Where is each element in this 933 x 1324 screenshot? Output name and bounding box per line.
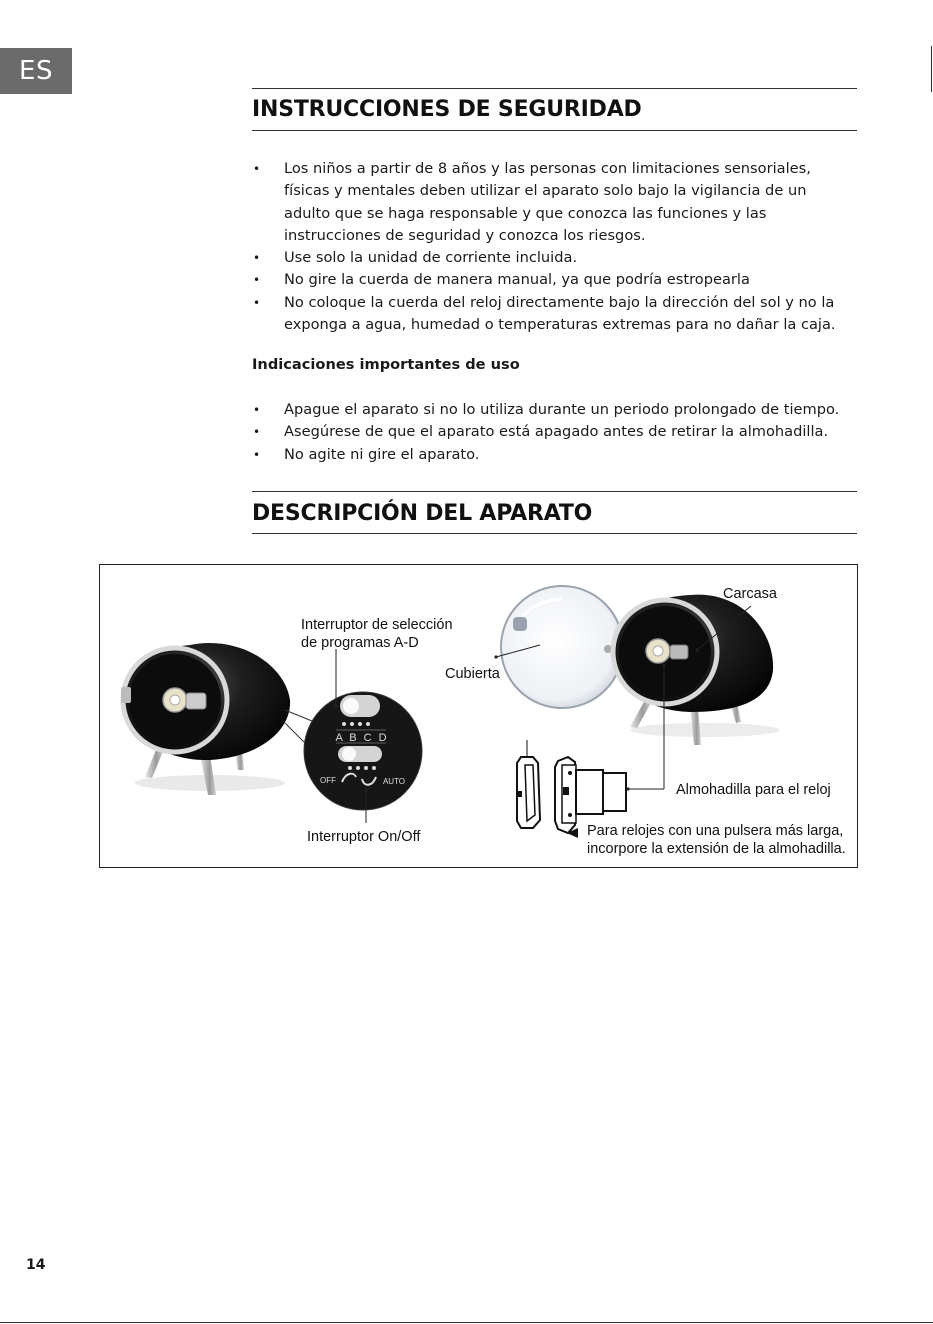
usage-bullet: • Asegúrese de que el aparato está apagado antes de retirar la almohadilla.	[252, 421, 857, 443]
panel-auto: AUTO	[382, 777, 406, 786]
control-panel-detail	[304, 692, 422, 810]
bottom-rule	[0, 1322, 933, 1323]
rule-top-section1	[252, 88, 857, 89]
section-title-safety: INSTRUCCIONES DE SEGURIDAD	[252, 97, 642, 122]
crop-mark	[931, 46, 932, 92]
usage-bullet-list	[252, 399, 857, 466]
pad-label: Almohadilla para el reloj	[676, 782, 831, 798]
right-watch-winner	[612, 595, 780, 745]
safety-bullet: • No coloque la cuerda del reloj directamente bajo la dirección del sol y no la exponga a agua, humedad o temperaturas extremas para no dañar la caja.	[252, 292, 857, 337]
extension-note: Para relojes con una pulsera más larga, incorpore la extensión de la almohadilla.	[587, 823, 846, 857]
device-figure	[99, 564, 858, 868]
section-title-description: DESCRIPCIÓN DEL APARATO	[252, 501, 593, 526]
usage-bullet: • No agite ni gire el aparato.	[252, 444, 857, 466]
usage-subheading: Indicaciones importantes de uso	[252, 356, 520, 373]
rule-top-section2	[252, 491, 857, 492]
panel-off: OFF	[320, 776, 336, 785]
safety-bullet: • No gire la cuerda de manera manual, ya que podría estropearla	[252, 269, 857, 291]
page-number: 14	[26, 1257, 46, 1273]
safety-bullet-list	[252, 158, 857, 336]
housing-label: Carcasa	[723, 586, 777, 602]
cover-label: Cubierta	[445, 666, 500, 682]
usage-bullet: • Apague el aparato si no lo utiliza durante un periodo prolongado de tiempo.	[252, 399, 857, 421]
rule-bottom-section2	[252, 533, 857, 534]
rule-bottom-section1	[252, 130, 857, 131]
program-switch-label: Interruptor de selección de programas A-D	[301, 617, 453, 651]
panel-letters: A B C D	[335, 732, 389, 744]
watch-pad-parts	[516, 740, 626, 833]
safety-bullet: • Los niños a partir de 8 años y las personas con limitaciones sensoriales, físicas y mentales deben utilizar el aparato solo bajo la vigilancia de un adulto que se haga responsable y que conozca las funciones y las instrucciones de seguridad y conozca los riesgos.	[252, 158, 857, 247]
left-watch-winner	[121, 643, 290, 795]
safety-bullet: • Use solo la unidad de corriente incluida.	[252, 247, 857, 269]
onoff-switch-label: Interruptor On/Off	[307, 829, 421, 845]
language-tab: ES	[0, 48, 72, 94]
cover-disc	[501, 586, 623, 708]
